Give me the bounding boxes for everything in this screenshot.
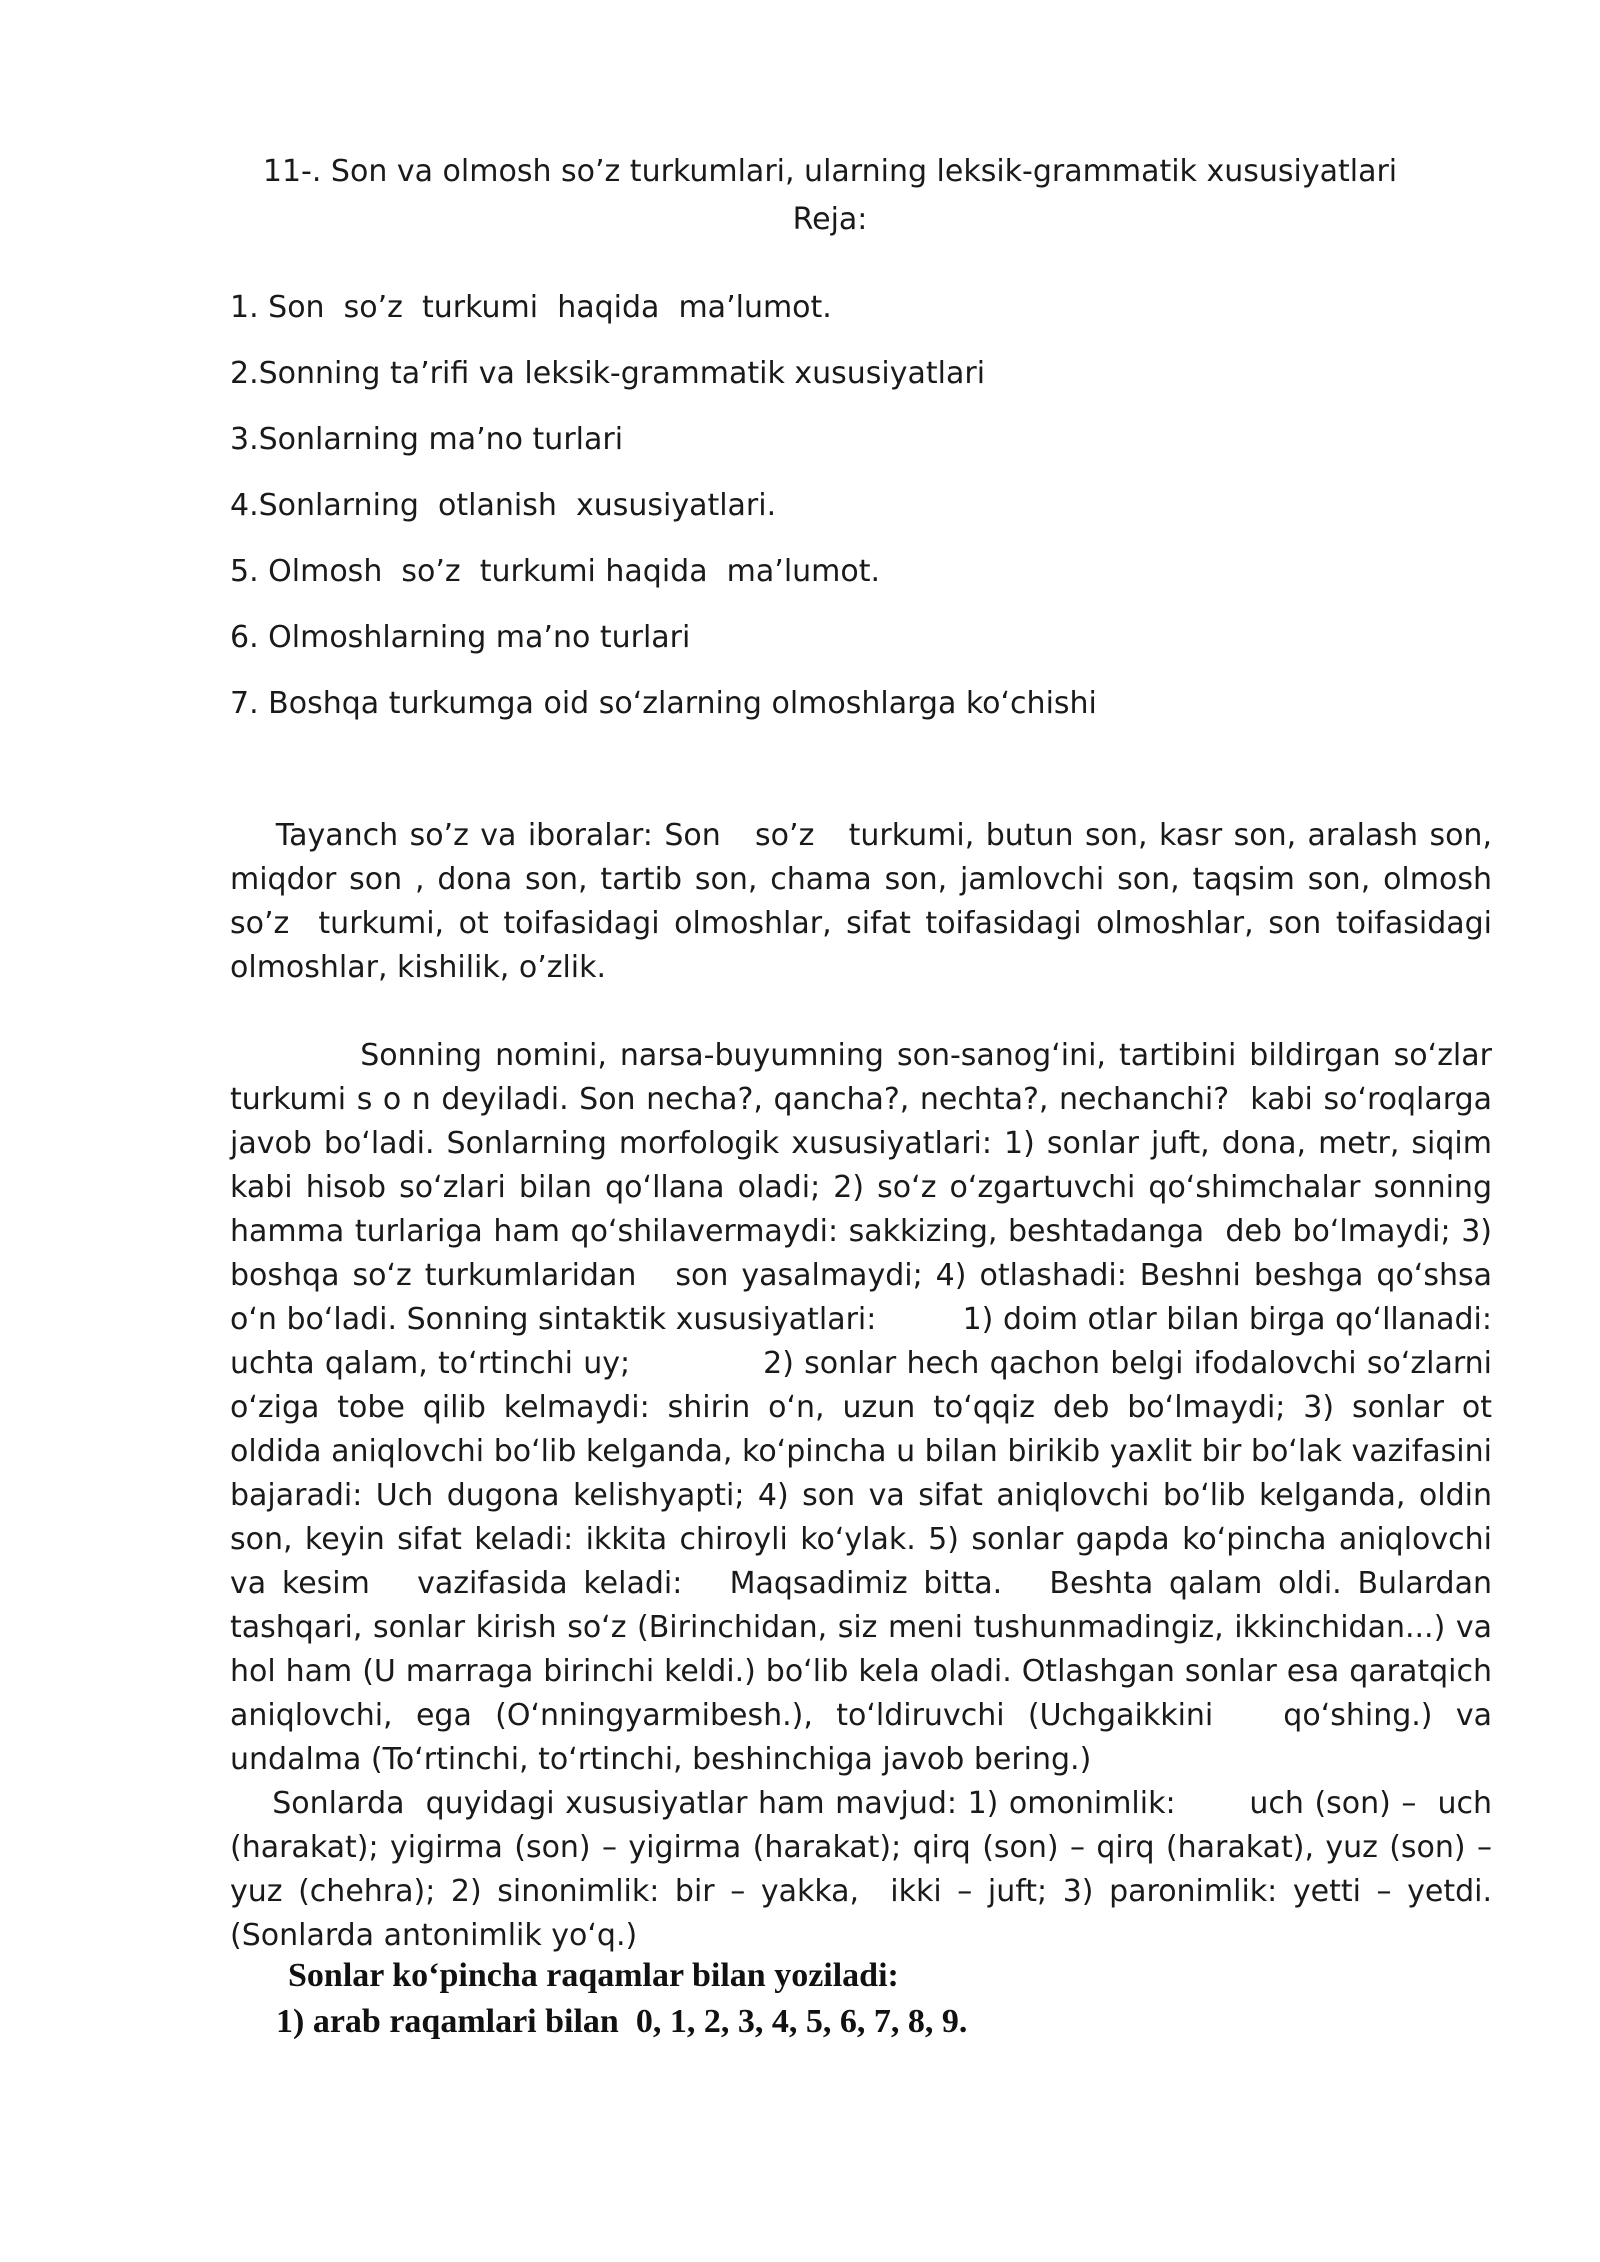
- plan-item: 7. Boshqa turkumga oid so‘zlarning olmoshlarga ko‘chishi: [230, 686, 1097, 721]
- features-paragraph: Sonlarda quyidagi xususiyatlar ham mavjud: 1) omonimlik: uch (son) – uch (harakat); yigirma (son) – yigirma (harakat); qirq (son) – qirq (harakat), yuz (son) – yuz (chehra); 2) sinonimlik: bir – yakka, ikki – juft; 3) paronimlik: yetti – yetdi. (Sonlarda antonimlik yo‘q.): [230, 1786, 1502, 1953]
- plan-item: 2.Sonning ta’rifi va leksik-grammatik xususiyatlari: [230, 356, 986, 391]
- bold-heading: Sonlar ko‘pincha raqamlar bilan yoziladi:: [288, 1957, 899, 1994]
- bold-list-item: 1) arab raqamlari bilan 0, 1, 2, 3, 4, 5, 6, 7, 8, 9.: [276, 2003, 968, 2040]
- plan-item: 5. Olmosh so’z turkumi haqida ma’lumot.: [230, 554, 881, 589]
- keywords-paragraph: Tayanch so’z va iboralar: Son so’z turkumi, butun son, kasr son, aralash son, miqdor son , dona son, tartib son, chama son, jamlovchi son, taqsim son, olmosh so’z turkumi, ot toifasidagi olmoshlar, sifat toifasidagi olmoshlar, son toifasidagi olmoshlar, kishilik, o’zlik.: [230, 818, 1502, 985]
- document-title: 11-. Son va olmosh so’z turkumlari, ularning leksik-grammatik xususiyatlari: [262, 154, 1398, 189]
- plan-item: 6. Olmoshlarning ma’no turlari: [230, 620, 691, 655]
- plan-heading: Reja:: [792, 202, 868, 237]
- main-paragraph: Sonning nomini, narsa-buyumning son-sanog‘ini, tartibini bildirgan so‘zlar turkumi s o n deyiladi. Son necha?, qancha?, nechta?, nechanchi? kabi so‘roqlarga javob bo‘ladi. Sonlarning morfologik xususiyatlari: 1) sonlar juft, dona, metr, siqim kabi hisob so‘zlari bilan qo‘llana oladi; 2) so‘z o‘zgartuvchi qo‘shimchalar sonning hamma turlariga ham qo‘shilavermaydi: sakkizing, beshtadanga deb bo‘lmaydi; 3) boshqa so‘z turkumlaridan son yasalmaydi; 4) otlashadi: Beshni beshga qo‘shsa o‘n bo‘ladi. Sonning sintaktik xususiyatlari: 1) doim otlar bilan birga qo‘llanadi: uchta qalam, to‘rtinchi uy; 2) sonlar hech qachon belgi ifodalovchi so‘zlarni o‘ziga tobe qilib kelmaydi: shirin o‘n, uzun to‘qqiz deb bo‘lmaydi; 3) sonlar ot oldida aniqlovchi bo‘lib kelganda, ko‘pincha u bilan birikib yaxlit bir bo‘lak vazifasini bajaradi: Uch dugona kelishyapti; 4) son va sifat aniqlovchi bo‘lib kelganda, oldin son, keyin sifat keladi: ikkita chiroyli ko‘ylak. 5) sonlar gapda ko‘pincha aniqlovchi va kesim vazifasida keladi: Maqsadimiz bitta. Beshta qalam oldi. Bulardan tashqari, sonlar kirish so‘z (Birinchidan, siz meni tushunmadingiz, ikkinchidan...) va hol ham (U marraga birinchi keldi.) bo‘lib kela oladi. Otlashgan sonlar esa qaratqich aniqlovchi, ega (O‘nningyarmibesh.), to‘ldiruvchi (Uchgaikkini qo‘shing.) va undalma (To‘rtinchi, to‘rtinchi, beshinchiga javob bering.): [230, 1038, 1512, 1777]
- plan-item: 1. Son so’z turkumi haqida ma’lumot.: [230, 290, 832, 325]
- plan-item: 4.Sonlarning otlanish xususiyatlari.: [230, 488, 777, 523]
- plan-item: 3.Sonlarning ma’no turlari: [230, 422, 624, 457]
